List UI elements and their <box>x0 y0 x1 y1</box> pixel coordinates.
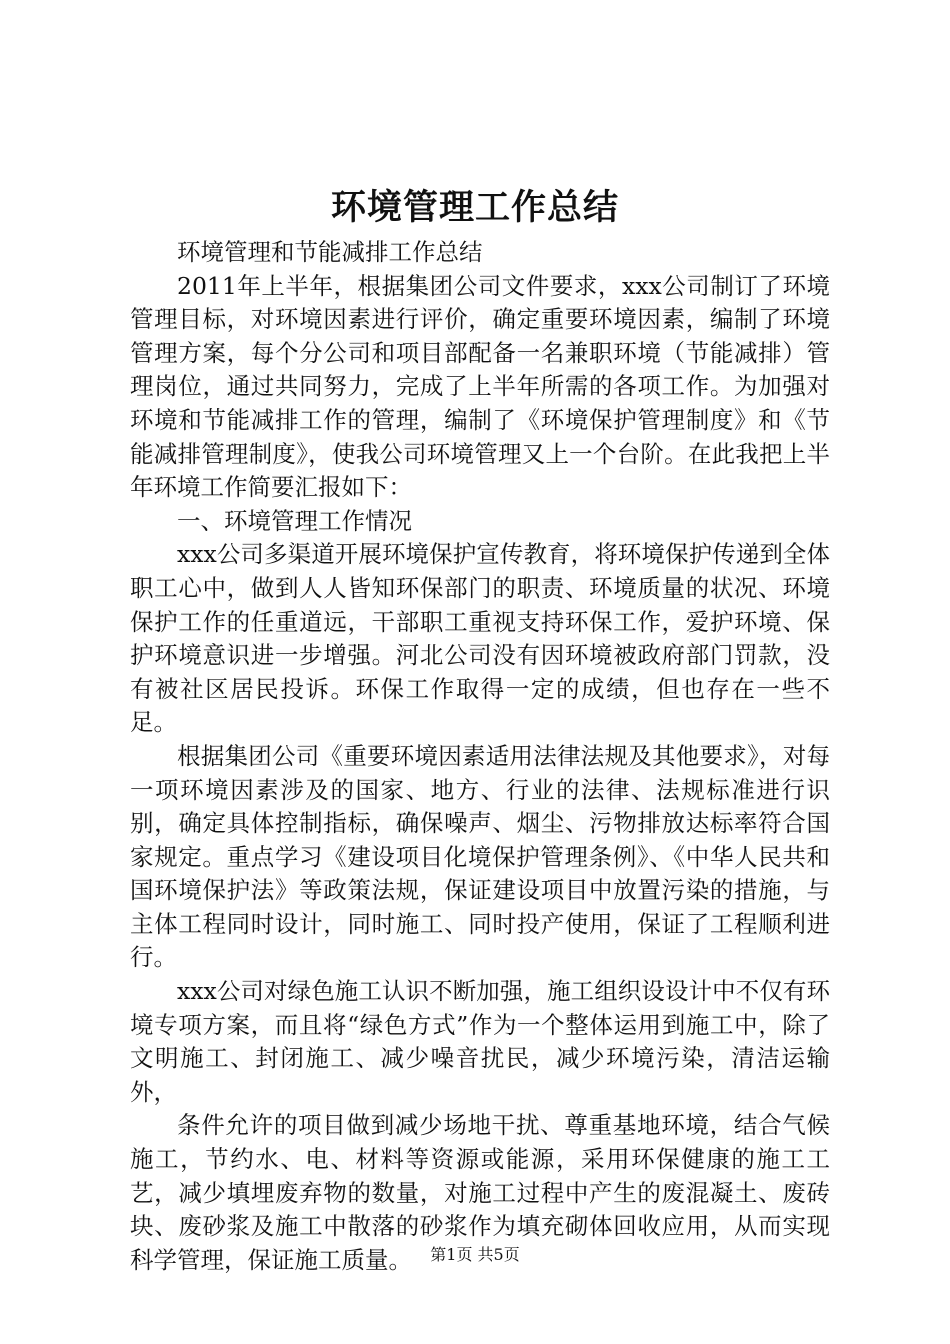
document-title: 环境管理工作总结 <box>330 187 619 228</box>
body-paragraph: 2011年上半年，根据集团公司文件要求，xxx公司制订了环境管理目标，对环境因素进行评价，确定重要环境因素，编制了环境管理方案，每个分公司和项目部配备一名兼职环境（节能减排）管理岗位，通过共同努力，完成了上半年所需的各项工作。为加强对环境和节能减排工作的管理，编制了《环境保护管理制度》和《节能减排管理制度》，使我公司环境管理又上一个台阶。在此我把上半年环境工作简要汇报如下： <box>130 271 830 502</box>
subtitle-paragraph: 环境管理和节能减排工作总结 <box>177 238 483 266</box>
body-paragraph: 根据集团公司《重要环境因素适用法律法规及其他要求》，对每一项环境因素涉及的国家、地方、行业的法律、法规标准进行识别，确定具体控制指标，确保噪声、烟尘、污物排放达标率符合国家规定。重点学习《建设项目化境保护管理条例》、《中华人民共和国环境保护法》等政策法规，保证建设项目中放置污染的措施，与主体工程同时设计，同时施工、同时投产使用，保证了工程顺利进行。 <box>130 741 830 972</box>
page-number-footer: 第1页 共5页 <box>430 1245 520 1264</box>
body-paragraph: xxx公司多渠道开展环境保护宣传教育，将环境保护传递到全体职工心中，做到人人皆知环保部门的职责、环境质量的状况、环境保护工作的任重道远，干部职工重视支持环保工作，爱护环境、保护环境意识进一步增强。河北公司没有因环境被政府部门罚款，没有被社区居民投诉。环保工作取得一定的成绩，但也存在一些不足。 <box>130 540 830 737</box>
section-heading: 一、环境管理工作情况 <box>177 506 412 535</box>
body-paragraph: 条件允许的项目做到减少场地干扰、尊重基地环境，结合气候施工，节约水、电、材料等资源或能源，采用环保健康的施工工艺，减少填埋废弃物的数量，对施工过程中产生的废混凝土、废砖块、废砂浆及施工中散落的砂浆作为填充砌体回收应用，从而实现科学管理，保证施工质量。 <box>130 1111 830 1274</box>
body-paragraph: xxx公司对绿色施工认识不断加强，施工组织设设计中不仅有环境专项方案，而且将“绿色方式”作为一个整体运用到施工中，除了文明施工、封闭施工、减少噪音扰民，减少环境污染，清洁运输外， <box>130 977 830 1106</box>
document-body <box>130 236 830 1277</box>
